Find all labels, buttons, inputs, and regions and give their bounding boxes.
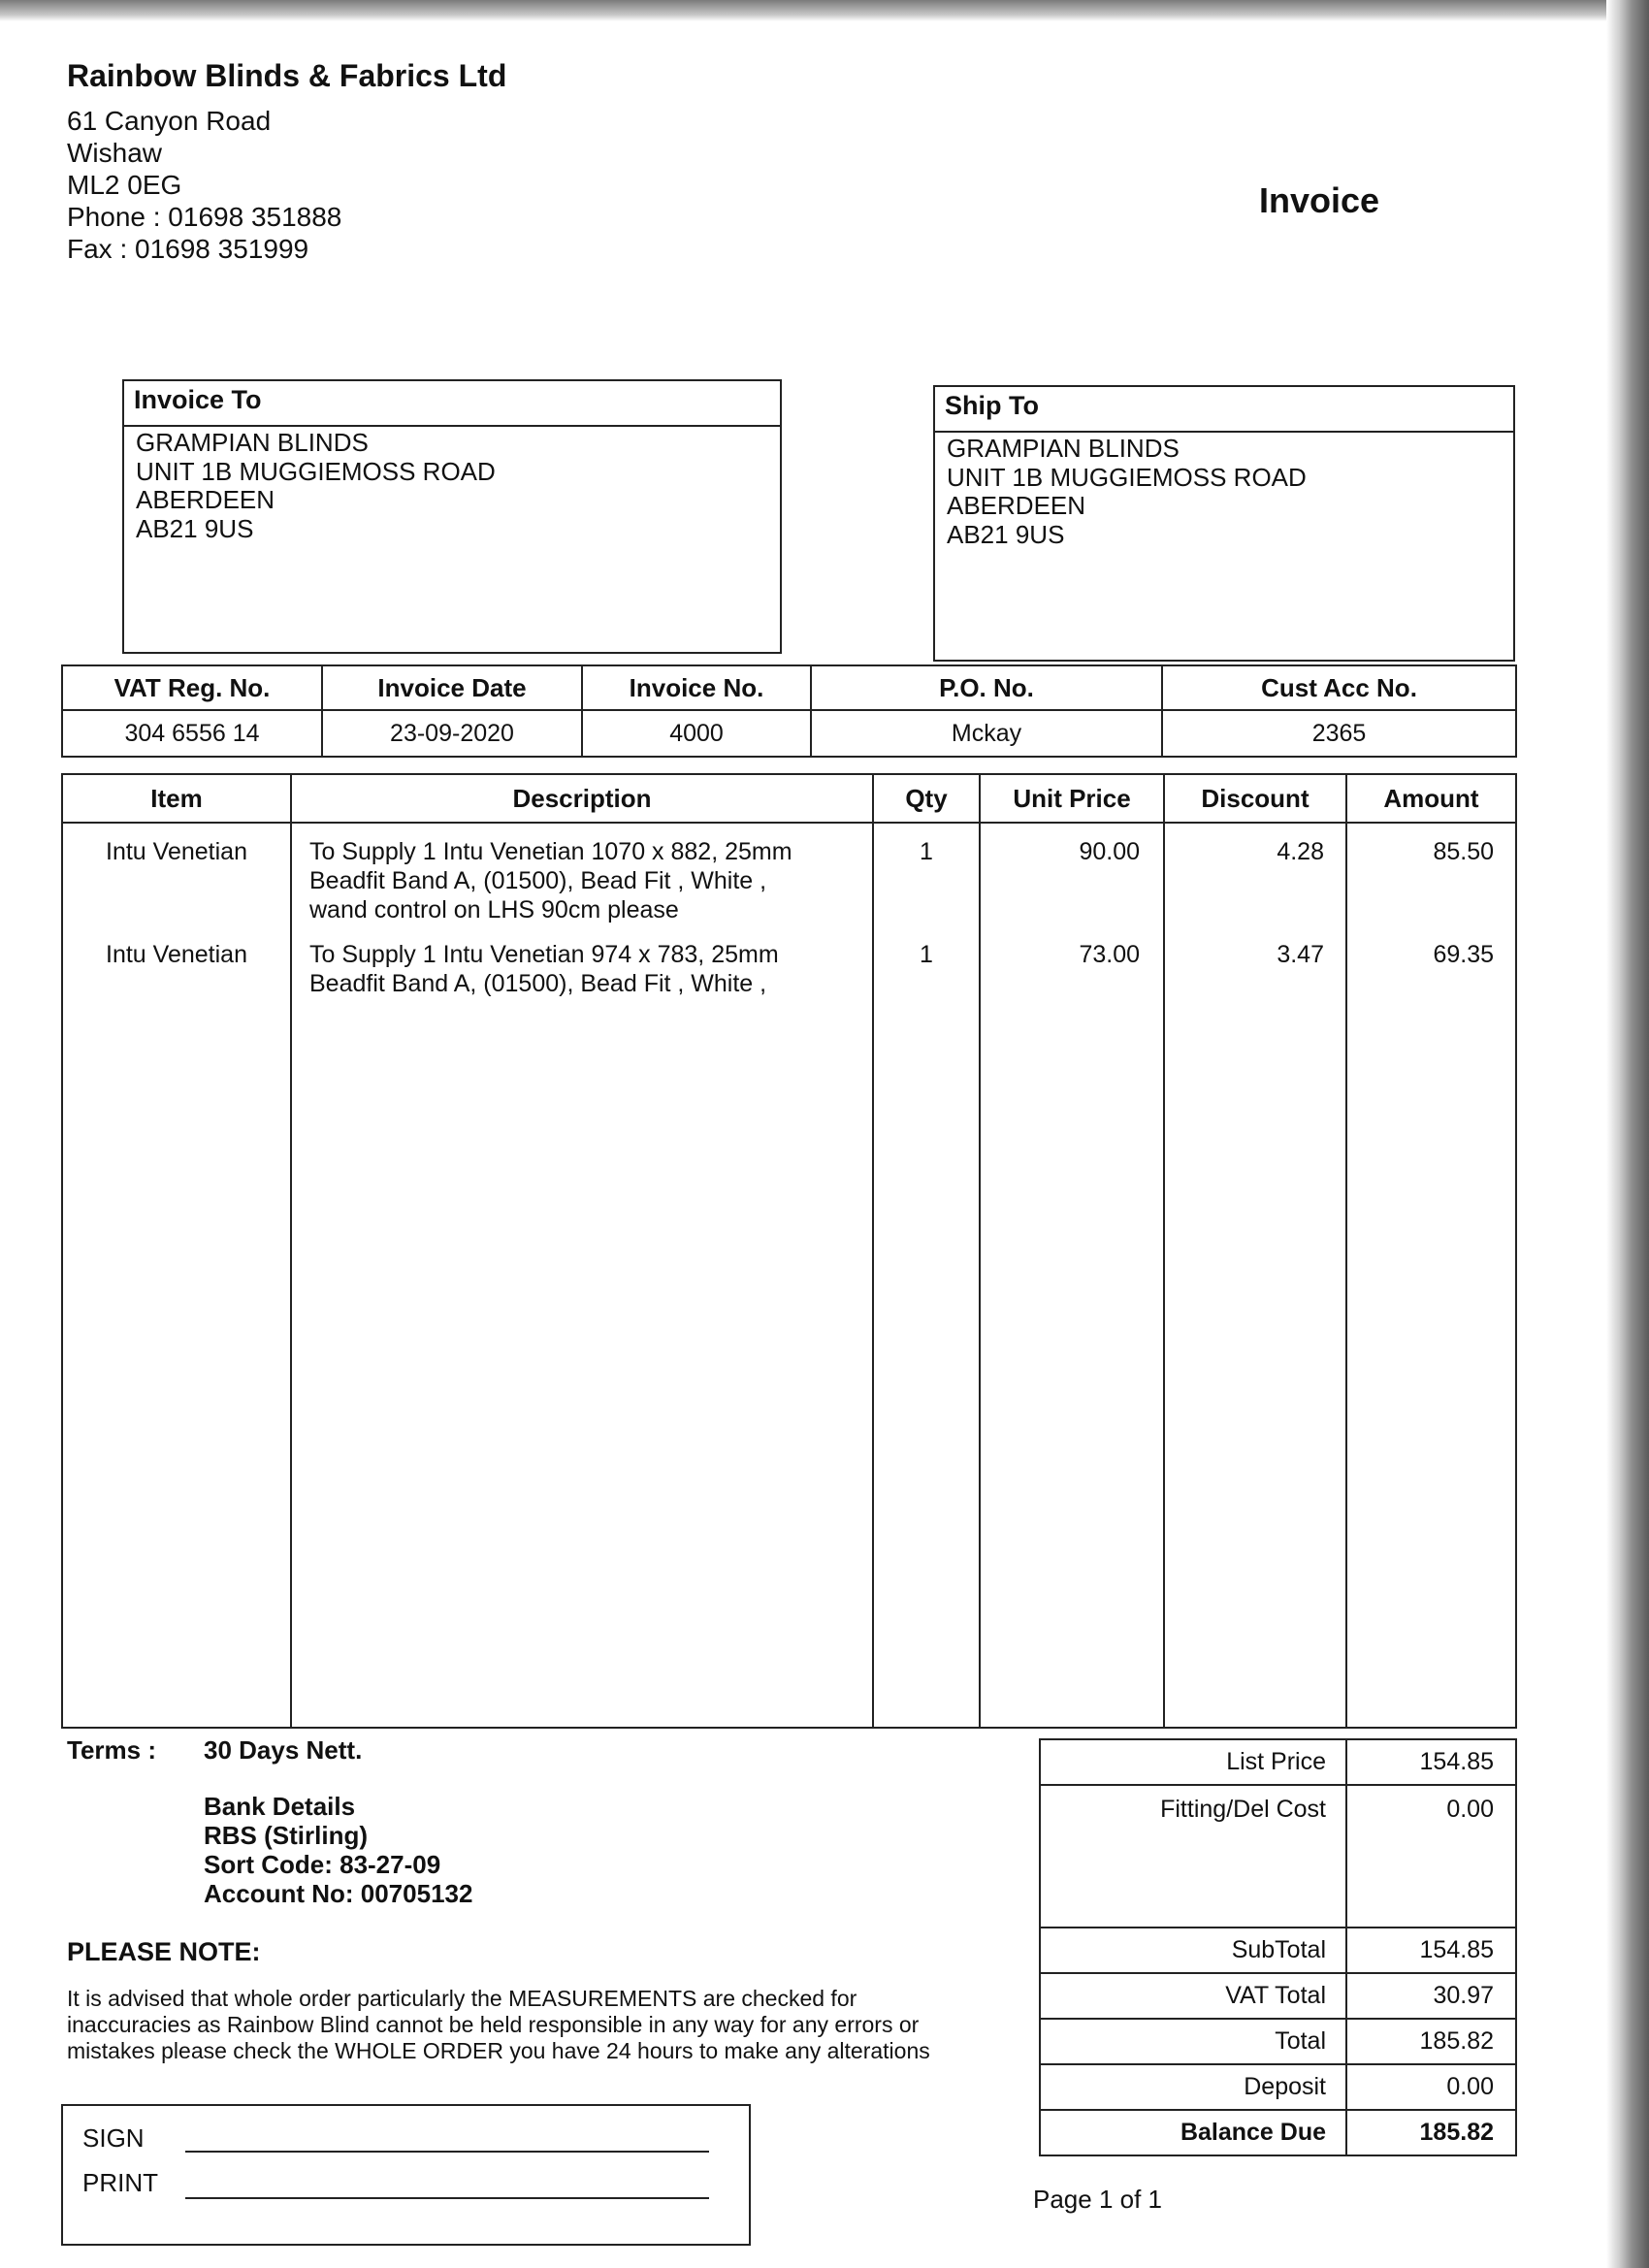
please-note-heading: PLEASE NOTE:: [67, 1937, 261, 1966]
table-row-qty: 1: [920, 838, 933, 865]
address-line: AB21 9US: [136, 513, 254, 543]
table-row-discount: 4.28: [1277, 838, 1324, 865]
ship-to-box: [933, 385, 1515, 662]
qty-header: Qty: [873, 774, 980, 823]
discount-header: Discount: [1164, 774, 1346, 823]
bank-name: RBS (Stirling): [204, 1821, 368, 1850]
total-label: Total: [1040, 2019, 1346, 2064]
totals-table: [1039, 1738, 1517, 2156]
company-address-line: Wishaw: [67, 138, 163, 168]
total-value: 185.82: [1346, 2019, 1516, 2064]
table-row-unit-price: 90.00: [1079, 838, 1140, 865]
cust-acc-value: 2365: [1162, 710, 1516, 757]
deposit-label: Deposit: [1040, 2064, 1346, 2110]
sort-code: Sort Code: 83-27-09: [204, 1850, 441, 1879]
description-line: Beadfit Band A, (01500), Bead Fit , White ,: [309, 867, 767, 894]
description-line: To Supply 1 Intu Venetian 974 x 783, 25mm: [309, 941, 779, 968]
page-number: Page 1 of 1: [1033, 2185, 1162, 2214]
invoice-date-header: Invoice Date: [322, 665, 582, 710]
scan-edge-top: [0, 0, 1649, 21]
print-label: PRINT: [82, 2168, 158, 2197]
invoice-meta-table: [61, 664, 1517, 758]
signature-box: [61, 2104, 751, 2246]
balance-due-value: 185.82: [1346, 2110, 1516, 2155]
description-line: To Supply 1 Intu Venetian 1070 x 882, 25mm: [309, 838, 792, 865]
company-address-line: ML2 0EG: [67, 170, 182, 200]
unit-price-header: Unit Price: [980, 774, 1164, 823]
company-fax: Fax : 01698 351999: [67, 234, 309, 264]
description-line: wand control on LHS 90cm please: [309, 896, 679, 923]
table-row-amount: 85.50: [1433, 838, 1494, 865]
fitting-value: 0.00: [1346, 1785, 1516, 1928]
invoice-to-box: [122, 379, 782, 654]
invoice-no-value: 4000: [582, 710, 811, 757]
note-line: mistakes please check the WHOLE ORDER you have 24 hours to make any alterations: [67, 2038, 930, 2063]
description-header: Description: [291, 774, 873, 823]
description-column: [291, 823, 873, 1728]
item-column: [62, 823, 291, 1728]
po-no-value: Mckay: [811, 710, 1162, 757]
sign-line[interactable]: [185, 2151, 709, 2153]
account-no: Account No: 00705132: [204, 1879, 473, 1908]
address-line: GRAMPIAN BLINDS: [136, 428, 369, 457]
bank-details-heading: Bank Details: [204, 1792, 356, 1821]
list-price-label: List Price: [1040, 1739, 1346, 1785]
po-no-header: P.O. No.: [811, 665, 1162, 710]
ship-to-address: [935, 433, 1513, 551]
company-phone: Phone : 01698 351888: [67, 202, 342, 232]
vat-total-value: 30.97: [1346, 1973, 1516, 2019]
description-line: Beadfit Band A, (01500), Bead Fit , White ,: [309, 970, 767, 997]
cust-acc-header: Cust Acc No.: [1162, 665, 1516, 710]
address-line: UNIT 1B MUGGIEMOSS ROAD: [136, 456, 496, 486]
fitting-label: Fitting/Del Cost: [1040, 1785, 1346, 1928]
address-line: AB21 9US: [947, 519, 1065, 549]
sign-label: SIGN: [82, 2123, 145, 2153]
table-row-item: Intu Venetian: [106, 941, 247, 968]
vat-reg-value: 304 6556 14: [62, 710, 322, 757]
address-line: GRAMPIAN BLINDS: [947, 434, 1180, 463]
invoice-no-header: Invoice No.: [582, 665, 811, 710]
balance-due-label: Balance Due: [1040, 2110, 1346, 2155]
address-line: ABERDEEN: [947, 491, 1086, 520]
unit-price-column: [980, 823, 1164, 1728]
table-row-item: Intu Venetian: [106, 838, 247, 865]
table-row-amount: 69.35: [1433, 941, 1494, 968]
qty-column: [873, 823, 980, 1728]
discount-column: [1164, 823, 1346, 1728]
print-line[interactable]: [185, 2197, 709, 2199]
ship-to-heading: Ship To: [935, 387, 1513, 433]
table-row-qty: 1: [920, 941, 933, 968]
vat-total-label: VAT Total: [1040, 1973, 1346, 2019]
document-title: Invoice: [1259, 180, 1380, 220]
deposit-value: 0.00: [1346, 2064, 1516, 2110]
invoice-to-address: [124, 427, 780, 545]
amount-header: Amount: [1346, 774, 1516, 823]
address-line: UNIT 1B MUGGIEMOSS ROAD: [947, 462, 1307, 492]
table-row-unit-price: 73.00: [1079, 941, 1140, 968]
company-name: Rainbow Blinds & Fabrics Ltd: [67, 58, 507, 93]
note-line: It is advised that whole order particularly the MEASUREMENTS are checked for: [67, 1986, 857, 2011]
terms-label: Terms :: [67, 1735, 156, 1765]
subtotal-label: SubTotal: [1040, 1928, 1346, 1973]
terms-value: 30 Days Nett.: [204, 1735, 363, 1765]
invoice-date-value: 23-09-2020: [322, 710, 582, 757]
scan-edge-right: [1606, 0, 1649, 2268]
list-price-value: 154.85: [1346, 1739, 1516, 1785]
vat-reg-header: VAT Reg. No.: [62, 665, 322, 710]
invoice-to-heading: Invoice To: [124, 381, 780, 427]
address-line: ABERDEEN: [136, 485, 275, 514]
bank-details: [204, 1792, 472, 1908]
line-items-table: [61, 773, 1517, 1729]
please-note-text: [67, 1986, 930, 2064]
subtotal-value: 154.85: [1346, 1928, 1516, 1973]
company-address-line: 61 Canyon Road: [67, 106, 272, 136]
amount-column: [1346, 823, 1516, 1728]
item-header: Item: [62, 774, 291, 823]
note-line: inaccuracies as Rainbow Blind cannot be held responsible in any way for any errors or: [67, 2012, 920, 2037]
table-row-discount: 3.47: [1277, 941, 1324, 968]
